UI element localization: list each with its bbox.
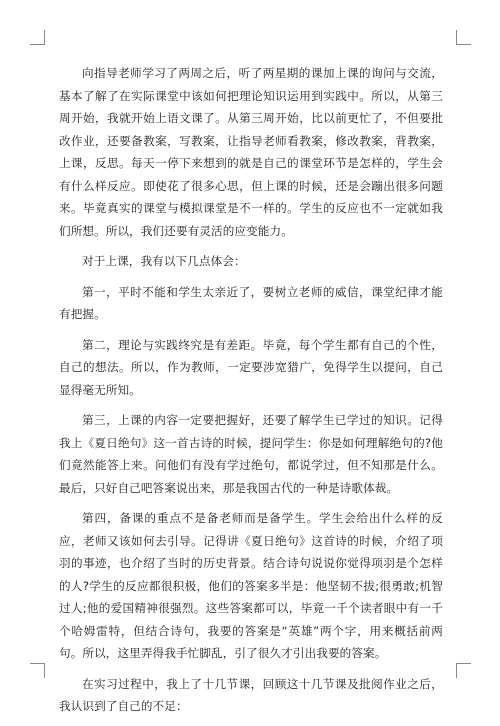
paragraph-point-four: 第四，备课的重点不是备老师而是备学生。学生会给出什么样的反应，老师又该如何去引导。记得讲《夏日绝句》这首诗的时候，介绍了项羽的事迹，也介绍了当时的历史背景。结合诗句说说你觉得项羽是个怎样的人?学生的反应都很积极，他们的答案多半是：他坚韧不拔;很勇敢;机智过人;他的爱国精神很强烈。这些答案都可以，毕竟一千个读者眼中有一千个哈姆雷特，但结合诗句，我要的答案是“英雄”两个字，用来概括前两句。所以，这里弄得我手忙脚乱，引了很久才引出我要的答案。: [59, 511, 443, 660]
crop-mark-top-left: [30, 30, 45, 45]
crop-mark-bottom-right: [456, 663, 471, 678]
paragraph-point-three: 第三，上课的内容一定要把握好，还要了解学生已学过的知识。记得我上《夏日绝句》这一首古诗的时候，提问学生：你是如何理解绝句的?他们竟然能答上来。问他们有没有学过绝句，都说学过，但不知那是什么。最后，只好自己吧答案说出来，那是我国古代的一种是诗歌体裁。: [59, 413, 443, 495]
paragraph-reflection: 在实习过程中，我上了十几节课，回顾这十几节课及批阅作业之后，我认识到了自己的不足：: [59, 676, 443, 713]
crop-mark-top-right: [456, 30, 471, 45]
paragraph-experience-heading: 对于上课，我有以下几点体会：: [82, 254, 246, 268]
paragraph-intro: 向指导老师学习了两周之后，听了两星期的课加上课的询问与交流，基本了解了在实际课堂中该如何把理论知识运用到实践中。所以，从第三周开始，我就开始上语文课了。从第三周开始，比以前更忙了，不但要批改作业，还要备教案，写教案，让指导老师看教案，修改教案，背教案，上课，反思。每天一停下来想到的就是自己的课堂环节是怎样的，学生会有什么样反应。即使花了很多心思，但上课的时候，还是会蹦出很多问题来。毕竟真实的课堂与模拟课堂是不一样的。学生的反应也不一定就如我们所想。所以，我们还要有灵活的应变能力。: [59, 66, 443, 238]
paragraph-point-one: 第一，平时不能和学生太亲近了，要树立老师的威信，课堂纪律才能有把握。: [59, 284, 443, 321]
paragraph-point-two: 第二，理论与实践终究是有差距。毕竟，每个学生都有自己的个性，自己的想法。所以，作为教师，一定要涉宽猎广，免得学生以提问，自己显得毫无所知。: [59, 337, 443, 397]
document-body: [59, 62, 443, 726]
crop-mark-bottom-left: [30, 663, 45, 678]
